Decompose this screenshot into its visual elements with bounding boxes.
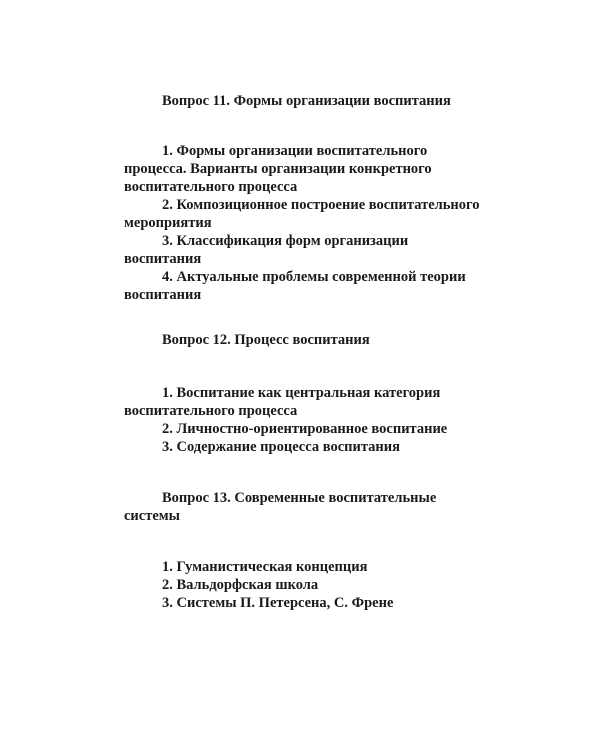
- section-11-items: [124, 142, 484, 304]
- list-item: 3. Классификация форм организации воспитания: [124, 233, 409, 267]
- section-11-heading-block: [124, 92, 484, 110]
- section-12-items: [124, 384, 484, 456]
- section-heading: Вопрос 11. Формы организации воспитания: [162, 93, 451, 109]
- list-item: 2. Личностно-ориентированное воспитание: [162, 421, 448, 437]
- list-item: 1. Воспитание как центральная категория воспитательного процесса: [124, 385, 441, 419]
- list-item: 2. Вальдорфская школа: [162, 577, 319, 593]
- list-item: 3. Содержание процесса воспитания: [162, 439, 400, 455]
- section-heading: Вопрос 12. Процесс воспитания: [162, 332, 370, 348]
- section-13-heading-block: [124, 489, 484, 525]
- section-12-heading-block: [124, 331, 484, 349]
- list-item: 3. Системы П. Петерсена, С. Френе: [162, 595, 394, 611]
- section-13-items: [124, 558, 484, 612]
- section-heading: Вопрос 13. Современные воспитательные системы: [124, 490, 437, 524]
- list-item: 2. Композиционное построение воспитательного мероприятия: [124, 197, 480, 231]
- list-item: 1. Формы организации воспитательного процесса. Варианты организации конкретного воспитательного процесса: [124, 143, 432, 195]
- list-item: 1. Гуманистическая концепция: [162, 559, 368, 575]
- list-item: 4. Актуальные проблемы современной теории воспитания: [124, 269, 466, 303]
